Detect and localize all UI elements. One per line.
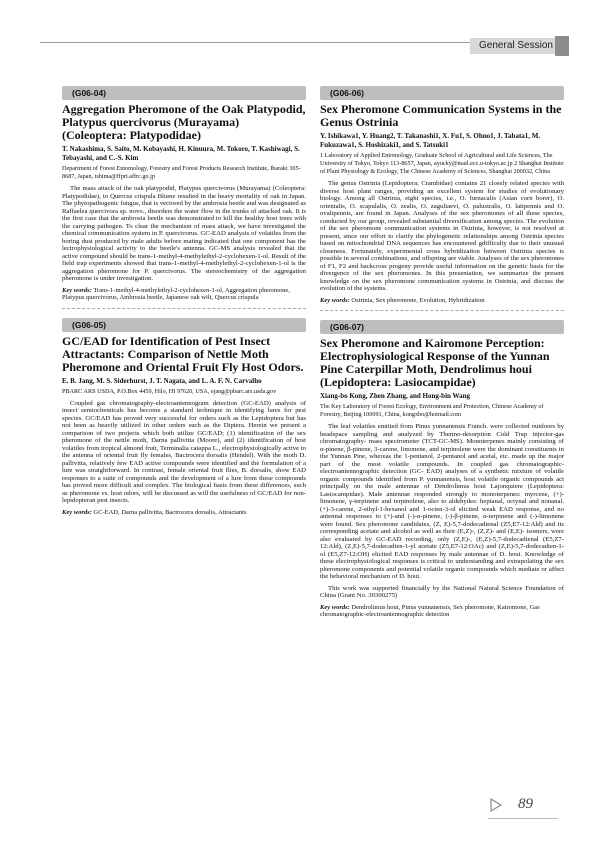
keywords-label: Key words: [62,508,92,516]
abstract-code: (G06-05) [62,318,306,332]
abstract-funding: This work was supported financially by the National Natural Science Foundation of China (Grant No. 30300275) [320,584,564,599]
section-divider [320,310,564,311]
session-label: General Session [470,38,562,54]
abstract-code: (G06-06) [320,86,564,100]
left-column [62,83,306,520]
abstract-g06-05 [62,315,306,517]
keywords-text: Trans-1-methyl-4-methylethyl-2-cyclohexen-1-ol, Aggregation pheromone, Platypus quercivorus, Ambrosia beetle, Japanese oak wilt, Quercus crispula [62,286,290,301]
keywords-label: Key words: [62,286,92,294]
abstract-affiliation: The Key Laboratory of Forest Ecology, Environment and Protection, Chinese Academy of Forestry, Beijing 100091, China, kongxbo@hotmail.com [320,403,544,418]
abstract-authors: Y. Ishikawa1, Y. Huang2, T. Takanashi1, X. Fu1, S. Ohno1, J. Tabata1, M. Fukuzawa1, S. Hoshizaki1, and S. Tatsuki1 [320,132,541,149]
keywords-text: Dendrolimus houi, Pinus yunnanensis, Sex pheromone, Kairomone, Gas chromatographic-electroantennographic detection [320,603,540,618]
abstract-keywords [62,509,306,517]
abstract-affiliation: 1 Laboratory of Applied Entomology, Graduate School of Agricultural and Life Sciences, The University of Tokyo, Tokyo 113-8657, Japan, ayucky@mail.ecc.u-tokyo.ac.jp 2 Shanghai Institute of Plant Physiology & Ecology, The Chinese Academy of Sciences, Shanghai 200032, China [320,152,564,175]
abstract-g06-04 [62,83,306,302]
header-rule [40,42,480,43]
abstract-body: The leaf volatiles emitted from Pinus yunnanensis Franch. were collected outdoors by headspace sampling and analyzed by Thermo-desorption Cold Trap injector-gas chromatography- mass spectrometer (TCT-GC-MS). Monoterpenes mainly consisting of α-pinene, β-pinene, 3-carene, limonene, and terpinolene were the dominant constituents in the Yunnan Pine, whereas the 1-pentanol, 2-pentanol and acetal, etc. made up the major part of the most volatile compounds. In coupled gas chromatographic-electroantennographic detection (GC- EAD) analyses of a synthetic mixture of volatile organic compounds identified from P. yunnanensis, host volatile organic compounds act principally on the male antennae of Dendrolimus houi Lajonquiere (Lepidoptera: Lasiocampidae). Male antennae responded strongly to monoterpenes: myrcene, (+)- limonene, γ-terpinene and terpinolene, also to aldehydes: heptanal, octynal and nonanal. (+)-3-carene, 2-ethyl-1-hexanol and 1-octen-3-ol elicited weak EAD response, and no antennal responses to (+)-and (-)-α-pinene, (-)-β-pinene, α-terpinene and (-)-limonene were found. Sex pheromone candidates, (Z, E)-5,7-dodecadienal (Z5,E7-12:Ald) and its corresponding acetate and alcohol as well as their (E,Z)-, (Z,Z)- and (E,E)- isomers, were also evaluated by GC-EAD recording, only (Z,E)-, (E,Z)-5,7-dodecadienal (E5,Z7-12:Ald), (Z,E)-5,7-dodecadien-1-yl acetate (Z5,E7-12:OAc) and (Z,E)-5,7-dodecadien-1-ol (E5,Z7-12:OH) elicited EAD responses by male antennae of D. houi. Knowledge of these electrophysiological responses is critical to understanding and extrapolating the sex pheromone components and potential volatile organic compounds which mediate or affect the behavioral mechanism of D. houi. [320,423,564,580]
abstract-code: (G06-07) [320,320,564,334]
section-divider [62,308,306,309]
abstract-body: Coupled gas chromatography-electroantennogram detection (GC-EAD) analysis of insect semiochemicals has become a standard technique in identifying lures for pest species. GC/EAD has proved very successful for orders such as the Lepidoptera but has not been as heavily utilized in other orders such as the Diptera. Herein we present a comparison of two projects which both utilize GC/EAD; (1) identification of the sex pheromone of the nettle moth, Darna pallivitta (Moore), and (2) identification of host volatiles from tropical almond fruit, Terminalia catappa L., electrophysiologically active to the antenna of oriental fruit fly females, Bactrocera dorsalis (Hendel). With the moth D. pallivitta, relatively few EAD active compounds were identified and the formulation of a lure was straightforward. In contrast, female oriental fruit flies, B. dorsalis, show EAD responses to a suite of compounds and the development of a lure from these compounds has proved more difficult and complex. The biological basis from these differences, such as pheromone vs. host odors, will be discussed as will the usefulness of GC/EAD for non-lepidopteran pest insects. [62,399,306,504]
keywords-text: Ostrinia, Sex pheromone, Evolution, Hybridization [351,296,485,304]
abstract-affiliation: Department of Forest Entomology, Forestry and Forest Products Research Institute, Ibaraki 305-8687, Japan, tshima@ffpri.affrc.go.jp [62,165,301,180]
abstract-authors: E. B. Jang, M. S. Siderhurst, J. T. Nagata, and L. A. F. N. Carvalho [62,376,262,385]
footer-rule [488,818,558,819]
page-number: 89 [518,796,533,812]
abstract-keywords [62,287,306,302]
abstract-title: Sex Pheromone Communication Systems in the Genus Ostrinia [320,102,562,129]
abstract-g06-06 [320,83,564,304]
abstract-affiliation: PBARC ARS USDA, P.O.Box 4459, Hilo, HI 97620, USA, ejang@pbarc.ars.usda.gov [62,387,277,395]
abstract-keywords [320,604,564,619]
abstract-authors: Xiang-bo Kong, Zhen Zhang, and Hong-bin Wang [320,392,471,400]
keywords-label: Key words: [320,603,350,611]
keywords-text: GC-EAD, Darna pallivitta, Bactrocera dorsalis, Attractants [93,508,247,516]
abstract-g06-07 [320,317,564,619]
abstract-title: Sex Pheromone and Kairomone Perception: Electrophysiological Response of the Yunnan Pine Caterpillar Moth, Dendrolimus houi (Lepidoptera: Lasiocampidae) [320,336,550,389]
abstract-body: The genus Ostrinia (Lepidoptera; Crambidae) contains 21 closely related species with diverse host plant ranges, providing an excellent system for studies of evolutionary biology. Among all Ostrinia, eight species, i.e., O. furnacalis (Asian corn borer), O. orientalis, O. scapulalis, O. zealis, O. zaguliaevi, O. palustralis, O. latipennis and O. ovalipennis, are found in Japan. Analyses of the sex pheromones of all these species, conducted by our group, revealed substantial diversification among species. The evolution of the sex pheromone communication systems in Ostrinia, however, is not resolved at present, since our effort to clarify the phylogenetic relationships among Ostrinia species based on mitochondrial DNA sequences has encountered gdifficulty due to their unusual closeness. Fortunately, experimental cross hybridization between Ostrinia species is possible in several combinations, and offspring are viable. Analyses of the sex pheromones of F1, F2 and backcross progeny provide useful information on the genetic basis for the divergence of the sex pheromones. In this presentation, we summarize the present knowledge on the sex pheromone communication systems in Ostrinia, and discuss the evolution of the systems. [320,180,564,292]
abstract-code: (G06-04) [62,86,306,100]
abstract-keywords [320,297,564,305]
abstract-authors: T. Nakashima, S. Saito, M. Kobayashi, H. Kinuura, M. Tokoro, T. Kashiwagi, S. Tebayashi, and C.-S. Kim [62,145,300,162]
right-column [320,83,564,623]
session-marker [555,36,569,56]
abstract-title: GC/EAD for Identification of Pest Insect Attractants: Comparison of Nettle Moth Pheromone and Oriental Fruit Fly Host Odors. [62,333,304,374]
abstract-body: The mass attack of the oak platypodid, Platypus quercivorus (Murayama) (Coleoptera: Platypodidae), to Quercus crispula Blume resulted in the heavy mortality of oak in Japan. The phytopathogenic fungus, that is vectored by the ambrosia beetle and was designated as Raffaelea quercivora sp. novo., disorders the water flow in the trunks of attacked oak. It is the first case that the ambrosia beetle was demonstrated to kill the healthy host trees with the carrying pathogen. To clear the mechanism of mass attack, we have investigated the chemical communication system in P. quercivorus. GC-EAD analysis of volatiles from the boring dust produced by male adults before mating indicated that one component has the lectrophysiological activity to the beetle's antenna. GC-MS analysis revealed that the active compound should be trans-1-methyl-4-methylethyl-2-cyclohexen-1-ol. Result of the field trap experiments showed that trans-1-methyl-4-methylethyl-2-cyclohexen-1-ol is the aggregation pheromone for P. quercivorus. The stereochemistry of the aggregation pheromone is under investigation. [62,185,306,282]
page-arrow-icon [488,796,506,814]
abstract-title: Aggregation Pheromone of the Oak Platypodid, Platypus quercivorus (Murayama) (Coleoptera: Platypodidae) [62,102,306,142]
keywords-label: Key words: [320,296,350,304]
